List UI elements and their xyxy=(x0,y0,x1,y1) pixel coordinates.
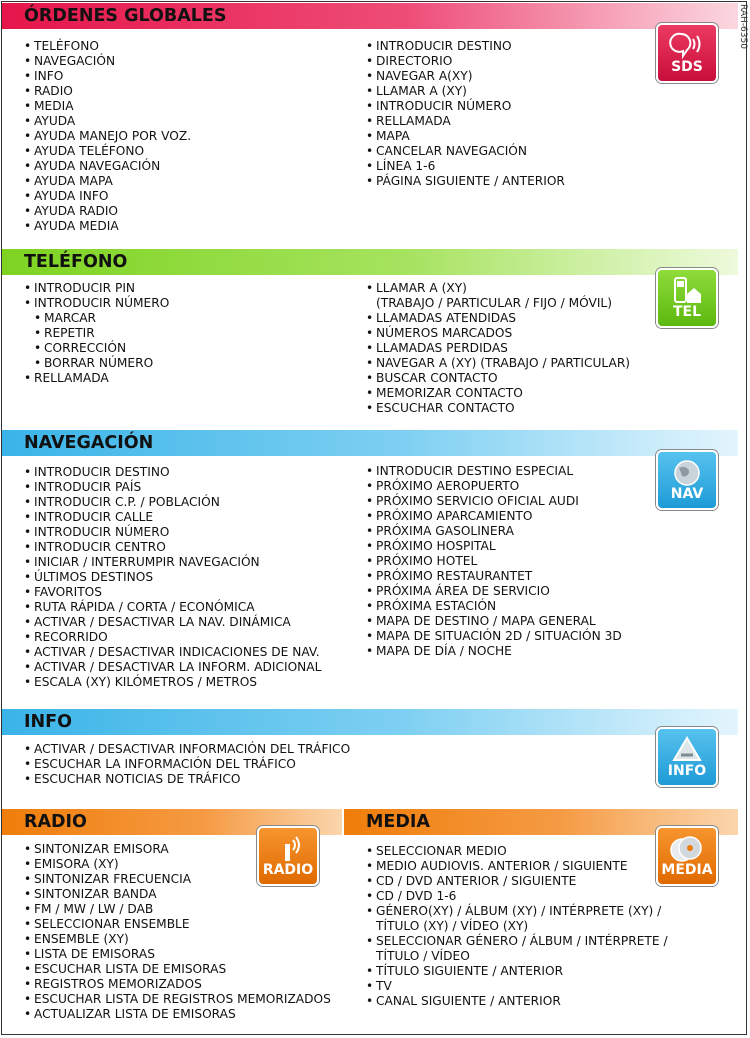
list-item: • RUTA RÁPIDA / CORTA / ECONÓMICA xyxy=(24,600,321,615)
list-item: • TÍTULO SIGUIENTE / ANTERIOR xyxy=(366,964,668,979)
sds-button[interactable] xyxy=(656,23,718,83)
list-item: (TRABAJO / PARTICULAR / FIJO / MÓVIL) xyxy=(376,296,612,310)
list-item: • PÁGINA SIGUIENTE / ANTERIOR xyxy=(366,174,565,189)
list-item: • ESCUCHAR LA INFORMACIÓN DEL TRÁFICO xyxy=(24,757,350,772)
section-header-global xyxy=(2,3,738,29)
info-commands xyxy=(24,742,350,787)
section-title: TELÉFONO xyxy=(24,252,128,272)
list-item: • PRÓXIMO RESTAURANTET xyxy=(366,569,622,584)
list-item: • SELECCIONAR GÉNERO / ÁLBUM / INTÉRPRETE / xyxy=(366,934,668,949)
icon-label: TEL xyxy=(672,304,702,320)
list-item: • AYUDA RADIO xyxy=(24,204,191,219)
media-commands xyxy=(366,844,668,1009)
section-title: INFO xyxy=(24,712,72,732)
list-item: • INTRODUCIR PIN xyxy=(24,281,169,296)
list-item: • INTRODUCIR NÚMERO xyxy=(366,99,565,114)
list-item: • EMISORA (XY) xyxy=(24,857,331,872)
icon-label: SDS xyxy=(671,59,703,75)
voice-speaker-icon xyxy=(667,31,707,59)
discs-icon xyxy=(668,834,706,864)
list-item: • ESCUCHAR LISTA DE REGISTROS MEMORIZADOS xyxy=(24,992,331,1007)
list-item: • ESCALA (XY) KILÓMETROS / METROS xyxy=(24,675,321,690)
list-item: • MEMORIZAR CONTACTO xyxy=(366,386,630,401)
list-item: • INTRODUCIR DESTINO xyxy=(24,465,321,480)
list-item: • MAPA DE DESTINO / MAPA GENERAL xyxy=(366,614,622,629)
list-item: • INTRODUCIR NÚMERO xyxy=(24,525,321,540)
list-item: • NÚMEROS MARCADOS xyxy=(366,326,630,341)
media-button[interactable] xyxy=(656,826,718,886)
list-item: • INTRODUCIR DESTINO xyxy=(366,39,565,54)
list-item: • INTRODUCIR PAÍS xyxy=(24,480,321,495)
list-item: • SINTONIZAR EMISORA xyxy=(24,842,331,857)
list-item: • ACTIVAR / DESACTIVAR INDICACIONES DE NAV. xyxy=(24,645,321,660)
list-item: • SINTONIZAR FRECUENCIA xyxy=(24,872,331,887)
icon-label: NAV xyxy=(670,486,704,502)
list-item: • REGISTROS MEMORIZADOS xyxy=(24,977,331,992)
list-item: • INTRODUCIR NÚMERO xyxy=(24,296,169,311)
list-item: TÍTULO (XY) / VÍDEO (XY) xyxy=(376,919,529,933)
list-item: • ACTUALIZAR LISTA DE EMISORAS xyxy=(24,1007,331,1022)
list-item: • LISTA DE EMISORAS xyxy=(24,947,331,962)
section-header-info xyxy=(2,709,738,735)
list-item: • AYUDA INFO xyxy=(24,189,191,204)
list-item: • MAPA xyxy=(366,129,565,144)
list-item: • AYUDA MANEJO POR VOZ. xyxy=(24,129,191,144)
list-item: TÍTULO / VÍDEO xyxy=(376,949,470,963)
list-item: • RELLAMADA xyxy=(24,371,169,386)
list-item: • INTRODUCIR CALLE xyxy=(24,510,321,525)
list-item: • LLAMADAS ATENDIDAS xyxy=(366,311,630,326)
list-item: • ESCUCHAR LISTA DE EMISORAS xyxy=(24,962,331,977)
document-code: RAH-6350 xyxy=(738,4,748,49)
list-item: • MEDIO AUDIOVIS. ANTERIOR / SIGUIENTE xyxy=(366,859,668,874)
section-title: MEDIA xyxy=(366,812,430,832)
list-item: • FM / MW / LW / DAB xyxy=(24,902,331,917)
phone-house-icon xyxy=(667,276,707,306)
list-item: • SELECCIONAR MEDIO xyxy=(366,844,668,859)
list-item: • MAPA DE SITUACIÓN 2D / SITUACIÓN 3D xyxy=(366,629,622,644)
list-item: • PRÓXIMO HOSPITAL xyxy=(366,539,622,554)
list-item: • MAPA DE DÍA / NOCHE xyxy=(366,644,622,659)
section-title: NAVEGACIÓN xyxy=(24,433,154,453)
global-commands-col1 xyxy=(24,39,191,234)
global-commands-col2 xyxy=(366,39,565,189)
list-item: • SELECCIONAR ENSEMBLE xyxy=(24,917,331,932)
list-item: • CD / DVD ANTERIOR / SIGUIENTE xyxy=(366,874,668,889)
list-item: • PRÓXIMA ESTACIÓN xyxy=(366,599,622,614)
list-item: • INFO xyxy=(24,69,191,84)
radio-button[interactable] xyxy=(257,826,319,886)
nav-button[interactable] xyxy=(656,450,718,510)
list-item: • PRÓXIMO SERVICIO OFICIAL AUDI xyxy=(366,494,622,509)
list-item: • CANAL SIGUIENTE / ANTERIOR xyxy=(366,994,668,1009)
list-item: • MEDIA xyxy=(24,99,191,114)
list-item: • RECORRIDO xyxy=(24,630,321,645)
list-item: • INTRODUCIR CENTRO xyxy=(24,540,321,555)
phone-commands-col1 xyxy=(24,281,169,386)
nav-commands-col1 xyxy=(24,465,321,690)
list-item: • FAVORITOS xyxy=(24,585,321,600)
list-item: • AYUDA TELÉFONO xyxy=(24,144,191,159)
list-item: • CD / DVD 1-6 xyxy=(366,889,668,904)
list-item: • BUSCAR CONTACTO xyxy=(366,371,630,386)
section-title: RADIO xyxy=(24,812,87,832)
list-item: • PRÓXIMA GASOLINERA xyxy=(366,524,622,539)
section-header-phone xyxy=(2,249,738,275)
list-item: • BORRAR NÚMERO xyxy=(24,356,169,371)
list-item: • AYUDA xyxy=(24,114,191,129)
list-item: • NAVEGAR A(XY) xyxy=(366,69,565,84)
radio-antenna-icon xyxy=(273,834,303,864)
list-item: • ACTIVAR / DESACTIVAR LA INFORM. ADICIONAL xyxy=(24,660,321,675)
list-item: • PRÓXIMO APARCAMIENTO xyxy=(366,509,622,524)
list-item: • GÉNERO(XY) / ÁLBUM (XY) / INTÉRPRETE (XY) / xyxy=(366,904,668,919)
list-item: • AYUDA MAPA xyxy=(24,174,191,189)
icon-label: MEDIA xyxy=(661,862,713,878)
list-item: • ENSEMBLE (XY) xyxy=(24,932,331,947)
globe-icon xyxy=(671,458,703,488)
list-item: • ESCUCHAR CONTACTO xyxy=(366,401,630,416)
traffic-warning-icon xyxy=(670,735,704,763)
list-item: • LLAMAR A (XY) xyxy=(366,281,630,296)
icon-label: INFO xyxy=(667,763,707,779)
list-item: • NAVEGAR A (XY) (TRABAJO / PARTICULAR) xyxy=(366,356,630,371)
icon-label: RADIO xyxy=(262,862,314,878)
list-item: • RADIO xyxy=(24,84,191,99)
list-item: • LÍNEA 1-6 xyxy=(366,159,565,174)
list-item: • TELÉFONO xyxy=(24,39,191,54)
list-item: • CANCELAR NAVEGACIÓN xyxy=(366,144,565,159)
list-item: • PRÓXIMO AEROPUERTO xyxy=(366,479,622,494)
list-item: • PRÓXIMO HOTEL xyxy=(366,554,622,569)
list-item: • SINTONIZAR BANDA xyxy=(24,887,331,902)
list-item: • AYUDA NAVEGACIÓN xyxy=(24,159,191,174)
list-item: • CORRECCIÓN xyxy=(24,341,169,356)
list-item: • TV xyxy=(366,979,668,994)
list-item: • PRÓXIMA ÁREA DE SERVICIO xyxy=(366,584,622,599)
list-item: • ACTIVAR / DESACTIVAR LA NAV. DINÁMICA xyxy=(24,615,321,630)
info-button[interactable] xyxy=(656,727,718,787)
list-item: • INICIAR / INTERRUMPIR NAVEGACIÓN xyxy=(24,555,321,570)
list-item: • AYUDA MEDIA xyxy=(24,219,191,234)
list-item: • RELLAMADA xyxy=(366,114,565,129)
phone-commands-col2 xyxy=(366,281,630,416)
list-item: • INTRODUCIR C.P. / POBLACIÓN xyxy=(24,495,321,510)
list-item: • NAVEGACIÓN xyxy=(24,54,191,69)
list-item: • INTRODUCIR DESTINO ESPECIAL xyxy=(366,464,622,479)
list-item: • DIRECTORIO xyxy=(366,54,565,69)
list-item: • MARCAR xyxy=(24,311,169,326)
section-title: ÓRDENES GLOBALES xyxy=(24,6,227,26)
nav-commands-col2 xyxy=(366,464,622,659)
list-item: • ÚLTIMOS DESTINOS xyxy=(24,570,321,585)
list-item: • ESCUCHAR NOTICIAS DE TRÁFICO xyxy=(24,772,350,787)
tel-button[interactable] xyxy=(656,268,718,328)
section-header-nav xyxy=(2,430,738,456)
list-item: • LLAMAR A (XY) xyxy=(366,84,565,99)
list-item: • REPETIR xyxy=(24,326,169,341)
list-item: • LLAMADAS PERDIDAS xyxy=(366,341,630,356)
list-item: • ACTIVAR / DESACTIVAR INFORMACIÓN DEL TRÁFICO xyxy=(24,742,350,757)
